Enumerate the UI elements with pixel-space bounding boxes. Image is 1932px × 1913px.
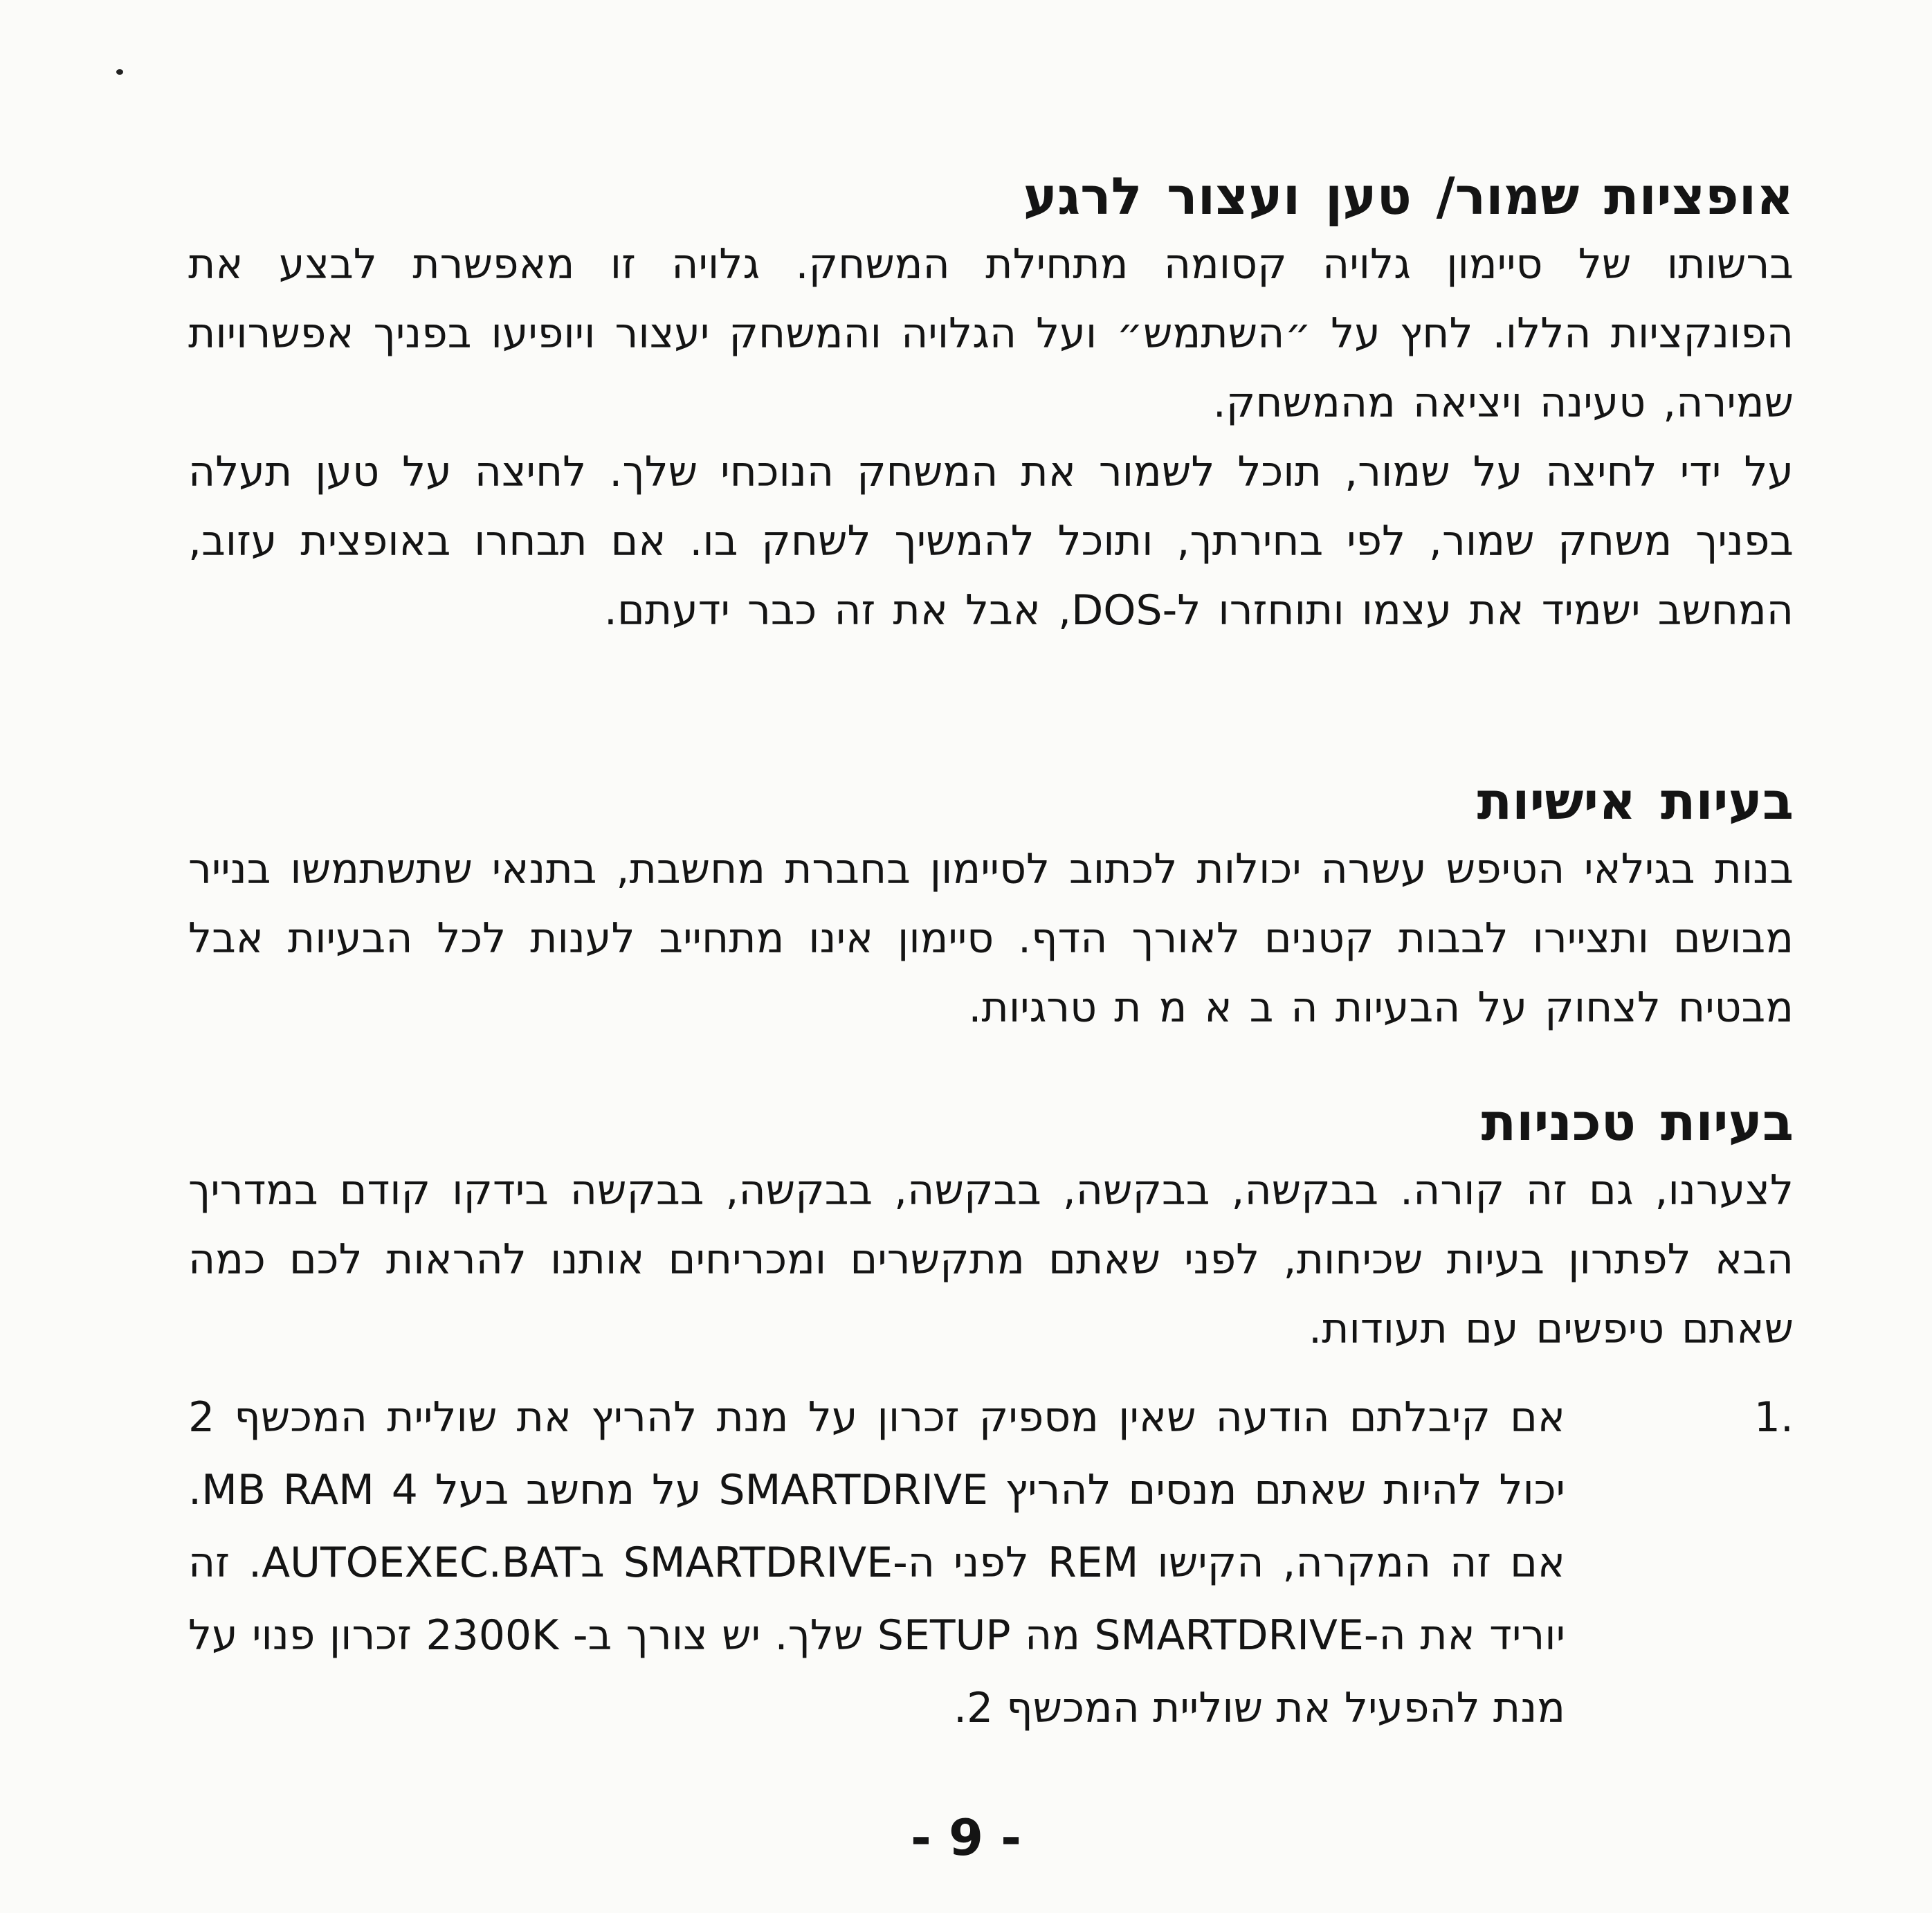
scan-speck (116, 69, 123, 75)
list-item-number: .1 (1753, 1393, 1794, 1442)
list-item-text: אם קיבלתם הודעה שאין מספיק זכרון על מנת להריץ את שוליית המכשף 2 יכול להיות שאתם מנסים להריץ SMARTDRIVE על מחשב בעל 4 MB RAM. אם זה המקרה, הקישו REM לפני ה-SMARTDRIVE בAUTOEXEC.BAT. זה יוריד את ה-SMARTDRIVE מה SETUP שלך. יש צורך ב- 2300K זכרון פנוי על מנת להפעיל את שוליית המכשף 2. (188, 1393, 1565, 1732)
heading-save-load: אופציות שמור/ טען ועצור לרגע (1023, 167, 1794, 226)
paragraph-save-load-options: על ידי לחיצה על שמור, תוכל לשמור את המשחק הנוכחי שלך. לחיצה על טען תעלה בפניך משחק שמור, לפי בחירתך, ותוכל להמשיך לשחק בו. אם תבחרו באופצית עזוב, המחשב ישמיד את עצמו ותוחזרו ל-DOS, אבל את זה כבר ידעתם. (188, 448, 1794, 635)
paragraph-personal: בנות בגילאי הטיפש עשרה יכולות לכתוב לסיימון בחברת מחשבת, בתנאי שתשתמשו בנייר מבושם ותציירו לבבות קטנים לאורך הדף. סיימון אינו מתחייב לענות לכל הבעיות אבל מבטיח לצחוק על הבעיות ה ב א מ ת טרגיות. (188, 845, 1794, 1032)
paragraph-save-load-intro: ברשותו של סיימון גלויה קסומה מתחילת המשחק. גלויה זו מאפשרת לבצע את הפונקציות הללו. לחץ על ״השתמש״ ועל הגלויה והמשחק יעצור ויופיעו בפניך אפשרויות שמירה, טעינה ויציאה מהמשחק. (188, 240, 1794, 427)
section-technical (188, 1089, 1794, 1363)
section-save-load (188, 163, 1794, 645)
list-item (188, 1381, 1794, 1745)
paragraph-technical: לצערנו, גם זה קורה. בבקשה, בבקשה, בבקשה, בבקשה, בבקשה בידקו קודם במדריך הבא לפתרון בעיות שכיחות, לפני שאתם מתקשרים ומכריחים אותנו להראות לכם כמה שאתם טיפשים עם תעודות. (188, 1166, 1794, 1353)
heading-technical: בעיות טכניות (1481, 1093, 1794, 1152)
section-personal (188, 768, 1794, 1042)
page-number: - 9 - (911, 1808, 1021, 1867)
heading-personal: בעיות אישיות (1477, 772, 1794, 831)
